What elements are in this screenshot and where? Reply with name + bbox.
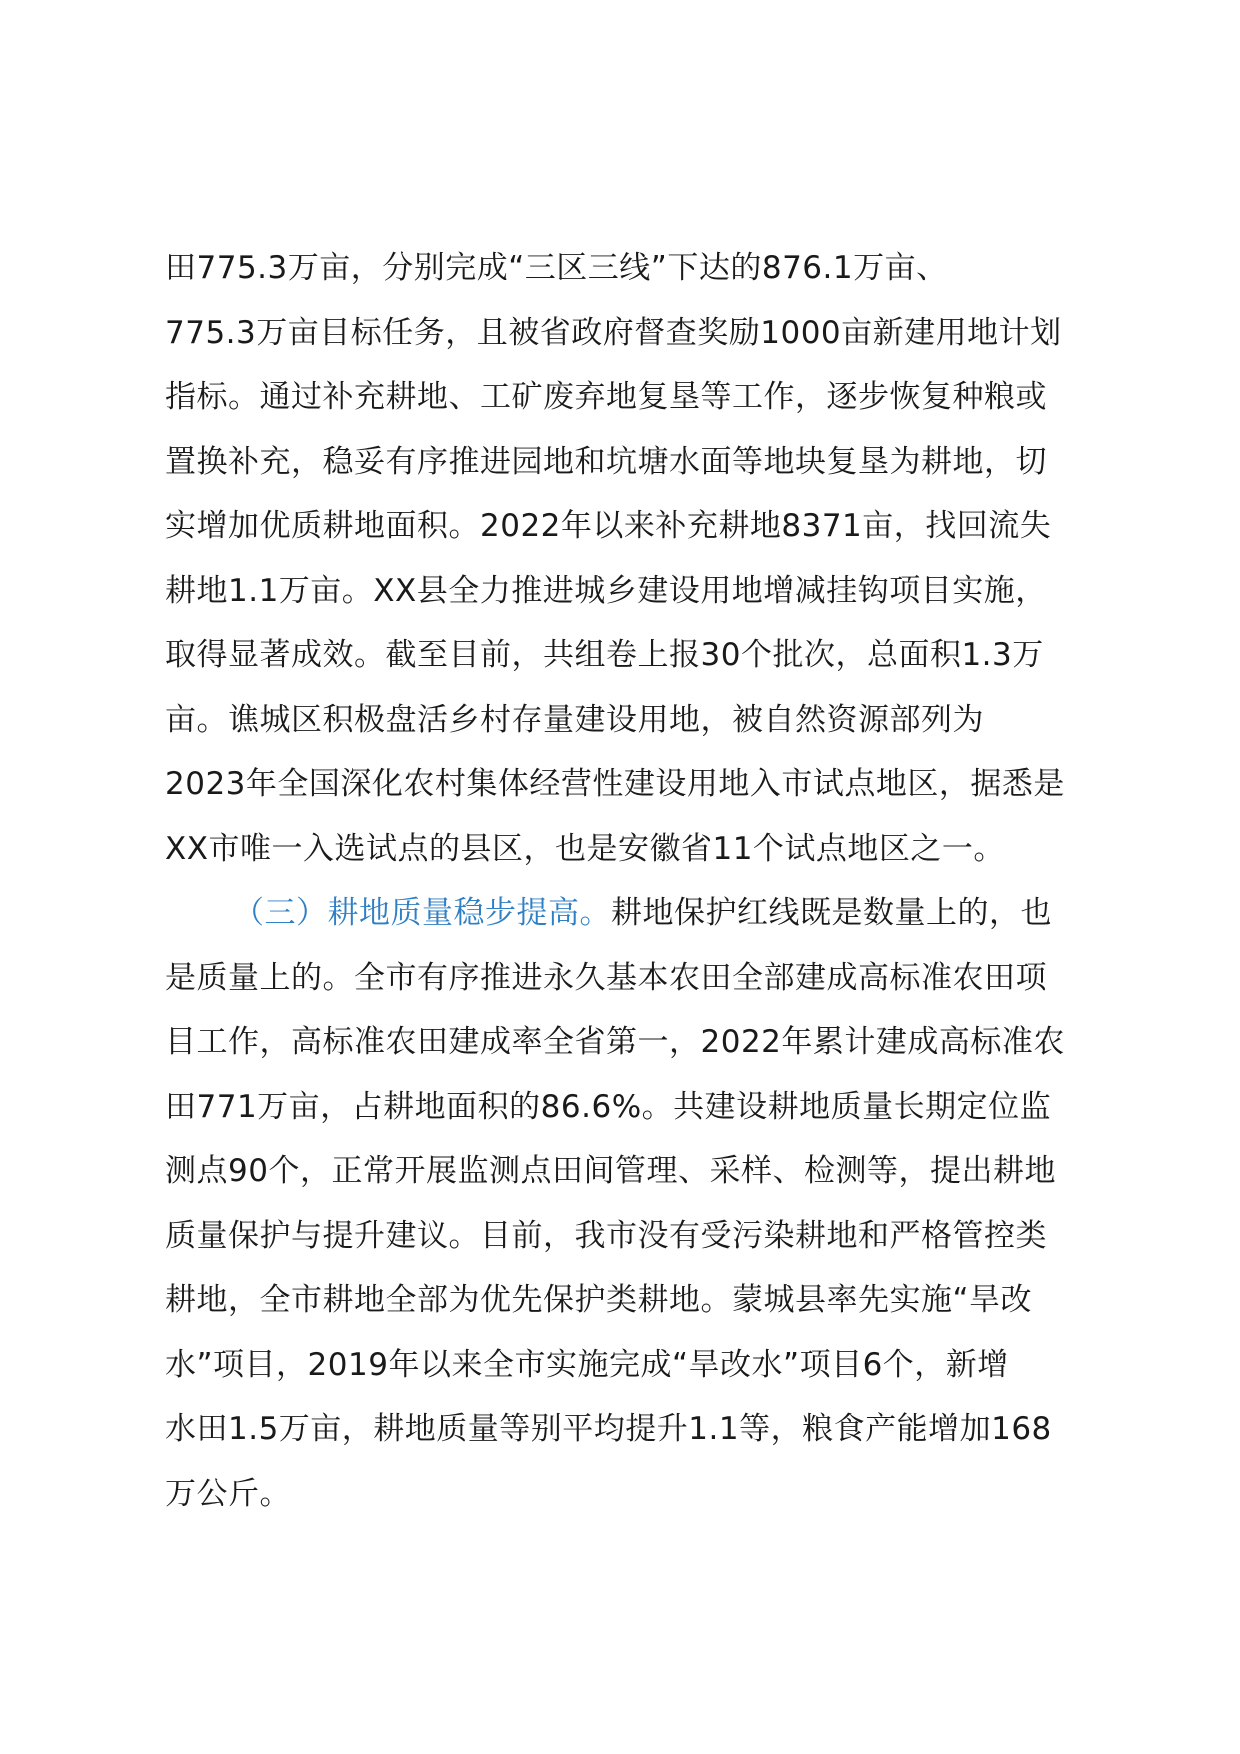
paragraph-line: 是质量上的。全市有序推进永久基本农田全部建成高标准农田项 <box>165 959 1047 996</box>
paragraph-first-line <box>165 881 1125 946</box>
paragraph-line: 目工作，高标准农田建成率全省第一，2022年累计建成高标准农 <box>165 1024 1065 1060</box>
section-heading: （三）耕地质量稳步提高。 <box>233 895 611 931</box>
paragraph-line: XX市唯一入选试点的县区，也是安徽省11个试点地区之一。 <box>165 830 1005 867</box>
paragraph-line: 指标。通过补充耕地、工矿废弃地复垦等工作，逐步恢复种粮或 <box>165 379 1047 415</box>
paragraph-line: 耕地1.1万亩。XX县全力推进城乡建设用地增减挂钩项目实施， <box>165 572 1047 609</box>
paragraph-line: 万公斤。 <box>165 1475 291 1512</box>
paragraph-line: 耕地，全市耕地全部为优先保护类耕地。蒙城县率先实施“旱改 <box>165 1282 1033 1318</box>
paragraph-line: 测点90个，正常开展监测点田间管理、采样、检测等，提出耕地 <box>165 1153 1056 1189</box>
paragraph-line: 置换补充，稳妥有序推进园地和坑塘水面等地块复垦为耕地，切 <box>165 443 1047 480</box>
paragraph-line: 水田1.5万亩，耕地质量等别平均提升1.1等，粮食产能增加168 <box>165 1411 1052 1447</box>
paragraph-1 <box>165 236 1125 881</box>
paragraph-line: 775.3万亩目标任务，且被省政府督查奖励1000亩新建用地计划 <box>165 314 1062 351</box>
paragraph-line: 实增加优质耕地面积。2022年以来补充耕地8371亩，找回流失 <box>165 508 1052 544</box>
paragraph-line: 质量保护与提升建议。目前，我市没有受污染耕地和严格管控类 <box>165 1217 1047 1254</box>
paragraph-line: 2023年全国深化农村集体经营性建设用地入市试点地区，据悉是 <box>165 766 1065 802</box>
paragraph-2 <box>165 881 1125 1526</box>
paragraph-line: 水”项目，2019年以来全市实施完成“旱改水”项目6个，新增 <box>165 1346 1009 1383</box>
paragraph-line: 田771万亩，占耕地面积的86.6%。共建设耕地质量长期定位监 <box>165 1088 1052 1125</box>
paragraph-line: 亩。谯城区积极盘活乡村存量建设用地，被自然资源部列为 <box>165 701 984 738</box>
paragraph-line: 田775.3万亩，分别完成“三区三线”下达的876.1万亩、 <box>165 250 948 286</box>
paragraph-line-text: 耕地保护红线既是数量上的，也 <box>611 895 1052 931</box>
document-body <box>165 236 1125 1526</box>
paragraph-line: 取得显著成效。截至目前，共组卷上报30个批次，总面积1.3万 <box>165 637 1044 673</box>
